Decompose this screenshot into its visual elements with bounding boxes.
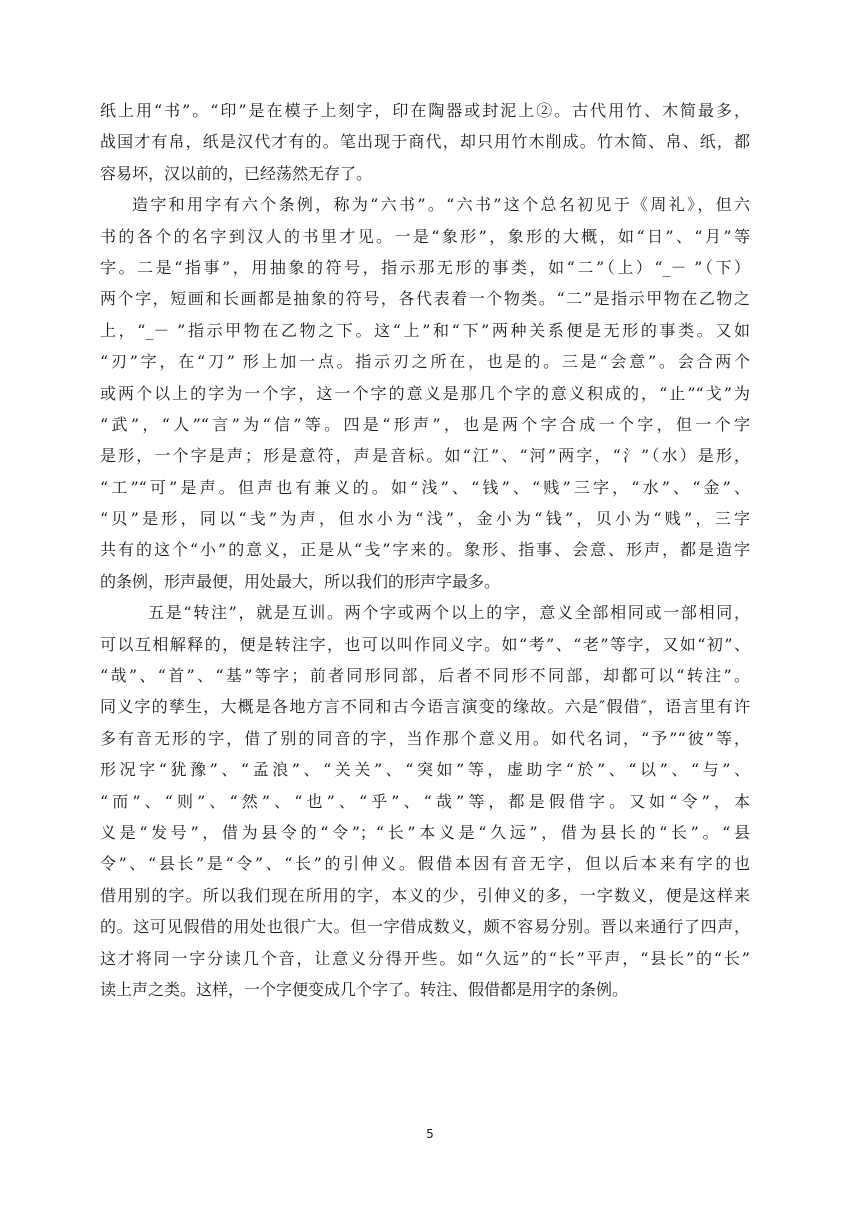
text-line: “武”，“人”“言”为“信”等。四是“形声”，也是两个字合成一个字，但一个字 <box>100 414 750 434</box>
text-line: 五是“转注”，就是互训。两个字或两个以上的字，意义全部相同或一部相同， <box>148 603 750 623</box>
body-text <box>100 95 750 1005</box>
text-line: 多有音无形的字，借了别的同音的字，当作那个意义用。如代名词，“予”“彼”等， <box>100 728 750 748</box>
text-line: “而”、“则”、“然”、“也”、“乎”、“哉”等，都是假借字。又如“令”，本 <box>100 791 750 811</box>
text-line: 可以互相解释的，便是转注字，也可以叫作同义字。如“考”、“老”等字，又如“初”、 <box>100 634 750 654</box>
text-line: “工”“可”是声。但声也有兼义的。如“浅”、“钱”、“贱”三字，“水”、“金”、 <box>100 477 750 497</box>
page-number: 5 <box>426 1127 434 1141</box>
text-line: 的条例，形声最便，用处最大，所以我们的形声字最多。 <box>100 571 501 591</box>
text-line: 这才将同一字分读几个音，让意义分得开些。如“久远”的“长”平声，“县长”的“长” <box>100 948 750 968</box>
text-line: “哉”、“首”、“基”等字；前者同形同部，后者不同形不同部，却都可以“转注”。 <box>100 666 750 686</box>
paragraph-2 <box>100 189 750 597</box>
text-line: 是形，一个字是声；形是意符，声是音标。如“江”、“河”两字，“氵”（水）是形， <box>100 446 750 466</box>
text-line: 令”、“县长”是“令”、“长”的引伸义。假借本因有音无字，但以后本来有字的也 <box>100 854 750 874</box>
paragraph-3 <box>100 597 750 1005</box>
text-line: 共有的这个“小”的意义，正是从“戋”字来的。象形、指事、会意、形声，都是造字 <box>100 540 750 560</box>
text-line: “贝”是形，同以“戋”为声，但水小为“浅”，金小为“钱”，贝小为“贱”，三字 <box>100 509 750 529</box>
text-line: 纸上用“书”。“印”是在模子上刻字，印在陶器或封泥上②。古代用竹、木简最多， <box>100 101 750 120</box>
text-line: 同义字的孳生，大概是各地方言不同和古今语言演变的缘故。六是″假借″，语言里有许 <box>100 697 750 717</box>
text-line: 的。这可见假借的用处也很广大。但一字借成数义，颇不容易分别。晋以来通行了四声， <box>100 917 750 937</box>
text-line: 容易坏，汉以前的，已经荡然无存了。 <box>100 163 373 183</box>
text-line: 书的各个的名字到汉人的书里才见。一是“象形”，象形的大概，如“日”、“月”等 <box>100 226 750 246</box>
text-line: 造字和用字有六个条例，称为“六书”。“六书”这个总名初见于《周礼》，但六 <box>132 195 750 215</box>
text-line: 或两个以上的字为一个字，这一个字的意义是那几个字的意义积成的，“止”“戈”为 <box>100 383 750 403</box>
text-line: 借用别的字。所以我们现在所用的字，本义的少，引伸义的多，一字数义，便是这样来 <box>100 885 750 905</box>
text-line: 两个字，短画和长画都是抽象的符号，各代表着一个物类。“二”是指示甲物在乙物之 <box>100 289 750 309</box>
paragraph-1 <box>100 95 750 189</box>
text-line: “刃”字，在“刀” 形上加一点。指示刃之所在，也是的。三是“会意”。会合两个 <box>100 352 750 372</box>
text-line: 字。二是“指事”，用抽象的符号，指示那无形的事类，如“二”（上）“_－ ”（下） <box>100 257 750 277</box>
text-line: 形况字“犹豫”、“孟浪”、“关关”、“突如”等，虚助字“於”、“以”、“与”、 <box>100 760 750 780</box>
text-line: 义是“发号”，借为县令的“令”；“长”本义是“久远”，借为县长的“长”。“县 <box>100 822 750 842</box>
text-line: 读上声之类。这样，一个字便变成几个字了。转注、假借都是用字的条例。 <box>100 979 629 999</box>
text-line: 战国才有帛，纸是汉代才有的。笔出现于商代，却只用竹木削成。竹木简、帛、纸，都 <box>100 132 750 152</box>
text-line: 上，“_－ ”指示甲物在乙物之下。这“上”和“下”两种关系便是无形的事类。又如 <box>100 320 750 340</box>
